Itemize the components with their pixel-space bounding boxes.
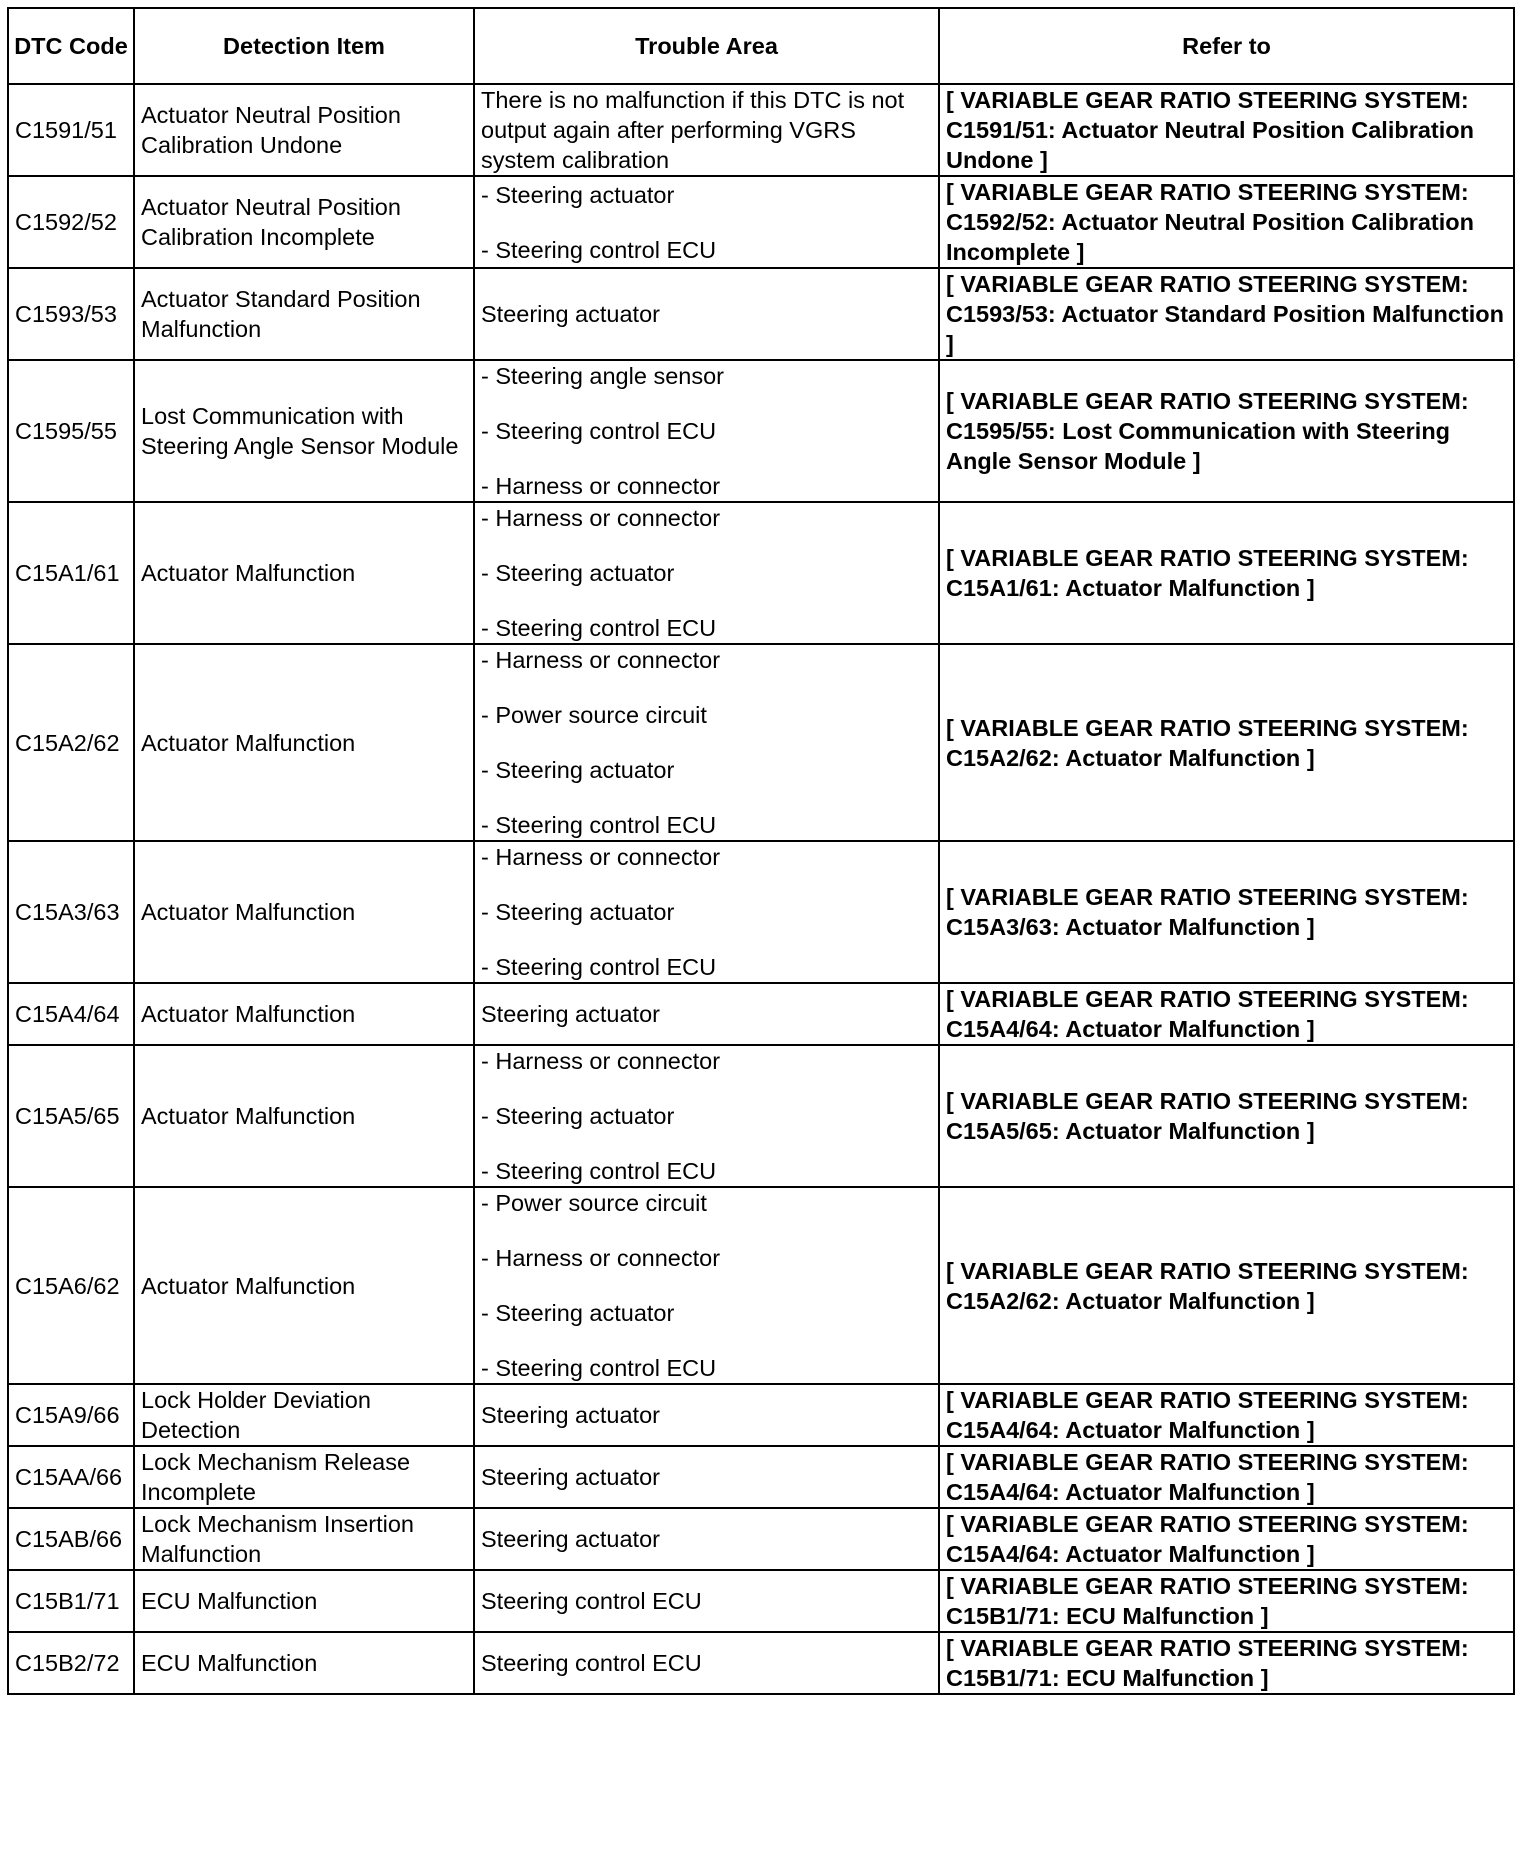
dtc-code-cell: C15A3/63	[8, 841, 134, 983]
detection-item-cell: Actuator Malfunction	[134, 983, 474, 1045]
table-row	[8, 1187, 1514, 1384]
table-row	[8, 1045, 1514, 1187]
header-row	[8, 8, 1514, 84]
table-row	[8, 1384, 1514, 1446]
trouble-area-item: - Steering control ECU	[481, 418, 717, 444]
detection-item-cell: ECU Malfunction	[134, 1632, 474, 1694]
refer-to-link[interactable]: [ VARIABLE GEAR RATIO STEERING SYSTEM: C1593/53: Actuator Standard Position Malfunction ]	[939, 268, 1514, 360]
refer-to-link[interactable]: [ VARIABLE GEAR RATIO STEERING SYSTEM: C15A2/62: Actuator Malfunction ]	[939, 1187, 1514, 1384]
dtc-code-cell: C1592/52	[8, 176, 134, 268]
table-row	[8, 84, 1514, 176]
table-row	[8, 268, 1514, 360]
dtc-code-cell: C15AB/66	[8, 1508, 134, 1570]
trouble-area-cell	[474, 1187, 939, 1384]
detection-item-cell: Lock Mechanism Release Incomplete	[134, 1446, 474, 1508]
trouble-area-cell	[474, 360, 939, 502]
trouble-area-cell	[474, 176, 939, 268]
trouble-area-item: - Steering control ECU	[481, 812, 717, 838]
trouble-area-item: - Power source circuit	[481, 1190, 707, 1216]
trouble-area-item: - Steering actuator	[481, 757, 675, 783]
header-refer-to: Refer to	[939, 8, 1514, 84]
trouble-area-item: - Steering actuator	[481, 1300, 675, 1326]
detection-item-cell: Actuator Malfunction	[134, 1187, 474, 1384]
trouble-area-item: - Harness or connector	[481, 1048, 721, 1074]
table-row	[8, 1508, 1514, 1570]
trouble-area-item: Steering actuator	[481, 1464, 660, 1490]
refer-to-link[interactable]: [ VARIABLE GEAR RATIO STEERING SYSTEM: C15A5/65: Actuator Malfunction ]	[939, 1045, 1514, 1187]
trouble-area-item: - Harness or connector	[481, 647, 721, 673]
table-row	[8, 1570, 1514, 1632]
trouble-area-cell	[474, 84, 939, 176]
refer-to-link[interactable]: [ VARIABLE GEAR RATIO STEERING SYSTEM: C1595/55: Lost Communication with Steering Angle Sensor Module ]	[939, 360, 1514, 502]
dtc-code-cell: C15B1/71	[8, 1570, 134, 1632]
trouble-area-item: Steering control ECU	[481, 1650, 702, 1676]
dtc-code-cell: C1591/51	[8, 84, 134, 176]
trouble-area-item: - Steering control ECU	[481, 1158, 717, 1184]
table-row	[8, 841, 1514, 983]
trouble-area-cell	[474, 502, 939, 644]
detection-item-cell: Actuator Malfunction	[134, 841, 474, 983]
detection-item-cell: Actuator Malfunction	[134, 644, 474, 841]
trouble-area-item: There is no malfunction if this DTC is not output again after performing VGRS system calibration	[481, 87, 905, 173]
refer-to-link[interactable]: [ VARIABLE GEAR RATIO STEERING SYSTEM: C15A1/61: Actuator Malfunction ]	[939, 502, 1514, 644]
trouble-area-item: Steering actuator	[481, 301, 660, 327]
refer-to-link[interactable]: [ VARIABLE GEAR RATIO STEERING SYSTEM: C15B1/71: ECU Malfunction ]	[939, 1632, 1514, 1694]
dtc-table	[7, 7, 1515, 1695]
refer-to-link[interactable]: [ VARIABLE GEAR RATIO STEERING SYSTEM: C15A4/64: Actuator Malfunction ]	[939, 1446, 1514, 1508]
refer-to-link[interactable]: [ VARIABLE GEAR RATIO STEERING SYSTEM: C15A4/64: Actuator Malfunction ]	[939, 983, 1514, 1045]
trouble-area-cell	[474, 1045, 939, 1187]
table-row	[8, 644, 1514, 841]
trouble-area-item: - Steering actuator	[481, 899, 675, 925]
trouble-area-item: - Harness or connector	[481, 1245, 721, 1271]
table-row	[8, 360, 1514, 502]
trouble-area-item: - Steering actuator	[481, 560, 675, 586]
detection-item-cell: Actuator Malfunction	[134, 1045, 474, 1187]
trouble-area-item: - Steering control ECU	[481, 236, 717, 263]
dtc-code-cell: C15A9/66	[8, 1384, 134, 1446]
trouble-area-item: - Harness or connector	[481, 505, 721, 531]
trouble-area-item: - Steering actuator	[481, 181, 675, 208]
trouble-area-item: - Steering actuator	[481, 1103, 675, 1129]
trouble-area-cell	[474, 644, 939, 841]
header-dtc-code: DTC Code	[8, 8, 134, 84]
trouble-area-item: - Harness or connector	[481, 844, 721, 870]
table-row	[8, 176, 1514, 268]
trouble-area-cell	[474, 1632, 939, 1694]
header-detection-item: Detection Item	[134, 8, 474, 84]
refer-to-link[interactable]: [ VARIABLE GEAR RATIO STEERING SYSTEM: C15B1/71: ECU Malfunction ]	[939, 1570, 1514, 1632]
trouble-area-cell	[474, 1508, 939, 1570]
refer-to-link[interactable]: [ VARIABLE GEAR RATIO STEERING SYSTEM: C15A4/64: Actuator Malfunction ]	[939, 1384, 1514, 1446]
trouble-area-cell	[474, 841, 939, 983]
dtc-code-cell: C1595/55	[8, 360, 134, 502]
dtc-code-cell: C15A4/64	[8, 983, 134, 1045]
refer-to-link[interactable]: [ VARIABLE GEAR RATIO STEERING SYSTEM: C1592/52: Actuator Neutral Position Calibration Incomplete ]	[939, 176, 1514, 268]
trouble-area-cell	[474, 1570, 939, 1632]
detection-item-cell: Lock Holder Deviation Detection	[134, 1384, 474, 1446]
table-body	[8, 84, 1514, 1694]
trouble-area-item: Steering control ECU	[481, 1588, 702, 1614]
trouble-area-item: - Steering angle sensor	[481, 363, 724, 389]
trouble-area-item: Steering actuator	[481, 1402, 660, 1428]
detection-item-cell: Actuator Malfunction	[134, 502, 474, 644]
detection-item-cell: Actuator Neutral Position Calibration Undone	[134, 84, 474, 176]
refer-to-link[interactable]: [ VARIABLE GEAR RATIO STEERING SYSTEM: C15A3/63: Actuator Malfunction ]	[939, 841, 1514, 983]
dtc-code-cell: C15A6/62	[8, 1187, 134, 1384]
trouble-area-cell	[474, 1446, 939, 1508]
table-row	[8, 1446, 1514, 1508]
dtc-code-cell: C15AA/66	[8, 1446, 134, 1508]
trouble-area-item: - Harness or connector	[481, 473, 721, 499]
dtc-code-cell: C15B2/72	[8, 1632, 134, 1694]
dtc-code-cell: C15A1/61	[8, 502, 134, 644]
detection-item-cell: Actuator Standard Position Malfunction	[134, 268, 474, 360]
trouble-area-item: - Steering control ECU	[481, 1355, 717, 1381]
table-header	[8, 8, 1514, 84]
refer-to-link[interactable]: [ VARIABLE GEAR RATIO STEERING SYSTEM: C15A2/62: Actuator Malfunction ]	[939, 644, 1514, 841]
trouble-area-item: - Power source circuit	[481, 702, 707, 728]
dtc-code-cell: C15A5/65	[8, 1045, 134, 1187]
dtc-code-cell: C15A2/62	[8, 644, 134, 841]
trouble-area-item: Steering actuator	[481, 1526, 660, 1552]
trouble-area-cell	[474, 983, 939, 1045]
detection-item-cell: ECU Malfunction	[134, 1570, 474, 1632]
trouble-area-cell	[474, 268, 939, 360]
table-row	[8, 502, 1514, 644]
refer-to-link[interactable]: [ VARIABLE GEAR RATIO STEERING SYSTEM: C15A4/64: Actuator Malfunction ]	[939, 1508, 1514, 1570]
trouble-area-item: - Steering control ECU	[481, 615, 717, 641]
detection-item-cell: Lock Mechanism Insertion Malfunction	[134, 1508, 474, 1570]
table-row	[8, 1632, 1514, 1694]
trouble-area-item: - Steering control ECU	[481, 954, 717, 980]
trouble-area-item: Steering actuator	[481, 1001, 660, 1027]
refer-to-link[interactable]: [ VARIABLE GEAR RATIO STEERING SYSTEM: C1591/51: Actuator Neutral Position Calibration Undone ]	[939, 84, 1514, 176]
table-row	[8, 983, 1514, 1045]
header-trouble-area: Trouble Area	[474, 8, 939, 84]
detection-item-cell: Actuator Neutral Position Calibration Incomplete	[134, 176, 474, 268]
detection-item-cell: Lost Communication with Steering Angle Sensor Module	[134, 360, 474, 502]
dtc-code-cell: C1593/53	[8, 268, 134, 360]
trouble-area-cell	[474, 1384, 939, 1446]
